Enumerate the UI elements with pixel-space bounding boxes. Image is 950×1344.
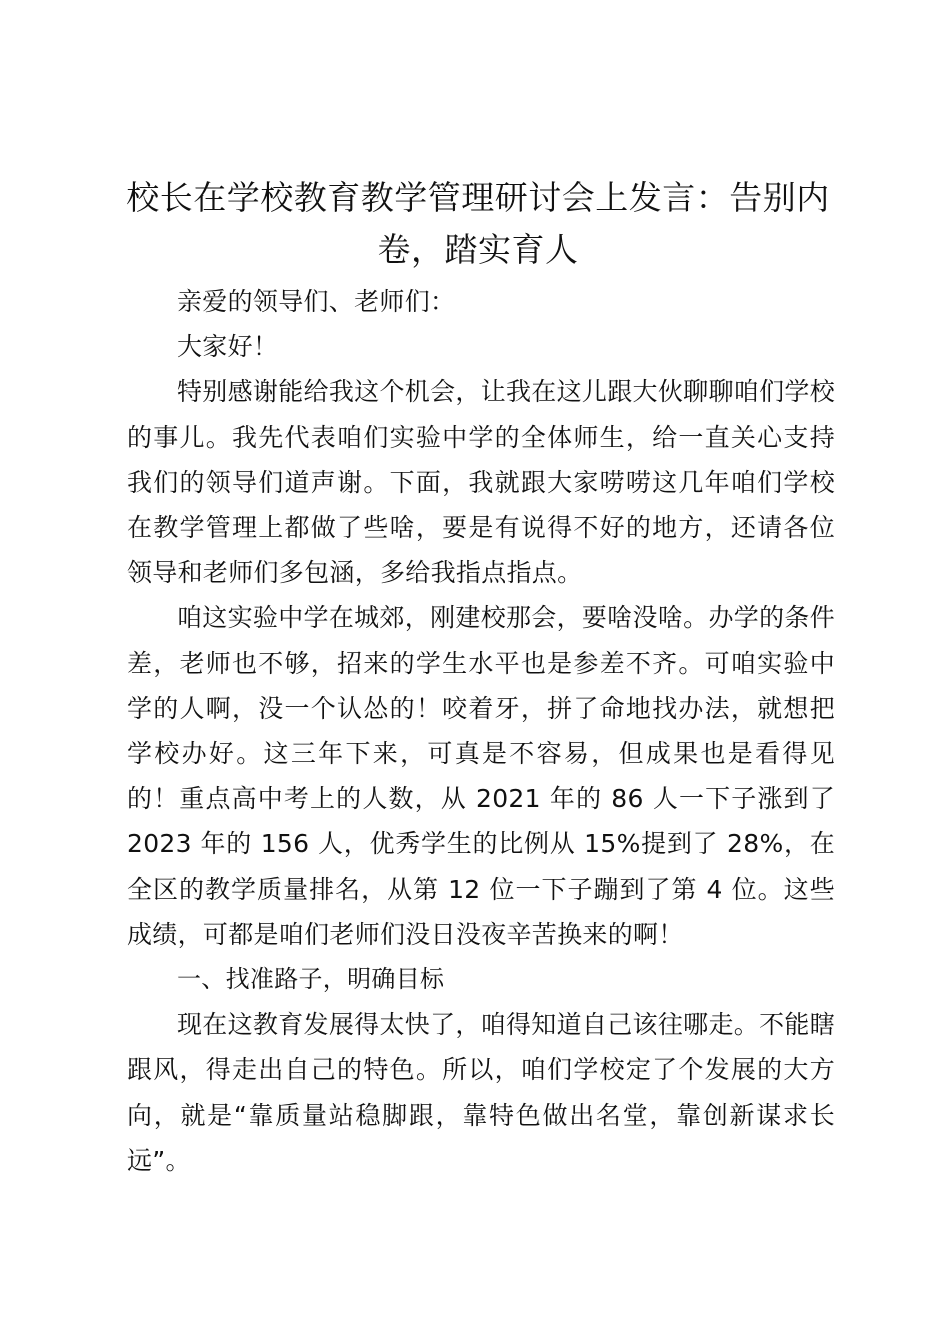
paragraph-thanks: 特别感谢能给我这个机会，让我在这儿跟大伙聊聊咱们学校的事儿。我先代表咱们实验中学的全体师生，给一直关心支持我们的领导们道声谢。下面，我就跟大家唠唠这几年咱们学校在教学管理上都做了些啥，要是有说得不好的地方，还请各位领导和老师们多包涵，多给我指点指点。 bbox=[127, 377, 835, 588]
greeting: 大家好！ bbox=[177, 332, 279, 362]
paragraph-achievements: 咱这实验中学在城郊，刚建校那会，要啥没啥。办学的条件差，老师也不够，招来的学生水平也是参差不齐。可咱实验中学的人啊，没一个认怂的！咬着牙，拼了命地找办法，就想把学校办好。这三年下来，可真是不容易，但成果也是看得见的！重点高中考上的人数，从 2021 年的 86 人一下子涨到了 2023 年的 156 人，优秀学生的比例从 15%提到了 28%，在全区的教学质量排名，从第 12 位一下子蹦到了第 4 位。这些成绩，可都是咱们老师们没日没夜辛苦换来的啊！ bbox=[127, 603, 835, 949]
document-body bbox=[127, 279, 835, 1183]
document-title: 校长在学校教育教学管理研讨会上发言：告别内卷，踏实育人 bbox=[126, 178, 830, 269]
salutation: 亲爱的领导们、老师们： bbox=[177, 287, 456, 316]
section-heading: 一、找准路子，明确目标 bbox=[177, 965, 445, 994]
paragraph-direction: 现在这教育发展得太快了，咱得知道自己该往哪走。不能瞎跟风，得走出自己的特色。所以，咱们学校定了个发展的大方向，就是“靠质量站稳脚跟，靠特色做出名堂，靠创新谋求长远”。 bbox=[127, 1010, 835, 1175]
